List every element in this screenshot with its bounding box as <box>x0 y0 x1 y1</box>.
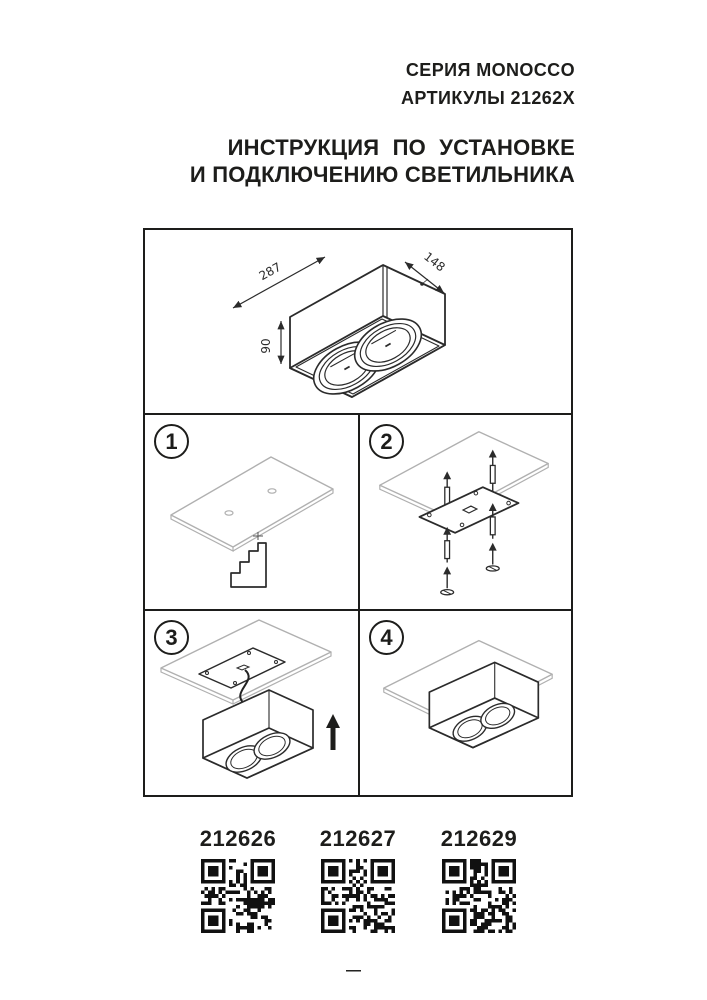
step-number: 2 <box>380 428 393 454</box>
article-item <box>198 826 278 933</box>
article-number: 212626 <box>199 826 277 851</box>
step-2-badge <box>369 424 404 459</box>
article-item <box>439 826 519 933</box>
dimension-length <box>233 257 325 308</box>
header <box>143 56 575 188</box>
step-1-badge <box>154 424 189 459</box>
instruction-panel <box>143 228 573 797</box>
svg-text:90: 90 <box>259 338 273 354</box>
page-fold-mark: — <box>346 962 361 979</box>
article-number: 212627 <box>319 826 397 851</box>
step-2-cell <box>358 413 571 609</box>
article-number: 212629 <box>440 826 518 851</box>
step-4-badge <box>369 620 404 655</box>
step-number: 1 <box>165 428 178 454</box>
step-3-cell <box>145 609 358 795</box>
step-number: 3 <box>165 624 178 650</box>
qr-code <box>201 859 275 933</box>
series-title: СЕРИЯ MONOCCO <box>405 60 575 80</box>
product-overview-cell <box>145 230 571 413</box>
qr-code <box>321 859 395 933</box>
step-4-cell <box>358 609 571 795</box>
article-list <box>0 826 707 938</box>
instruction-title-line2: И ПОДКЛЮЧЕНИЮ СВЕТИЛЬНИКА <box>189 162 575 187</box>
step-number: 4 <box>380 624 393 650</box>
svg-text:287: 287 <box>256 259 284 284</box>
step-3-badge <box>154 620 189 655</box>
qr-code <box>442 859 516 933</box>
dimension-height <box>259 321 281 364</box>
product-isometric-drawing <box>145 230 571 413</box>
instruction-title-line1: ИНСТРУКЦИЯ ПО УСТАНОВКЕ <box>227 135 575 160</box>
fixture-body <box>203 690 313 778</box>
svg-text:148: 148 <box>421 249 448 275</box>
instruction-title <box>143 134 575 188</box>
step-1-cell <box>145 413 358 609</box>
articles-subtitle: АРТИКУЛЫ 21262X <box>401 88 575 108</box>
article-item <box>318 826 398 933</box>
up-arrow-icon <box>326 714 340 750</box>
ceiling-plane <box>171 457 333 551</box>
